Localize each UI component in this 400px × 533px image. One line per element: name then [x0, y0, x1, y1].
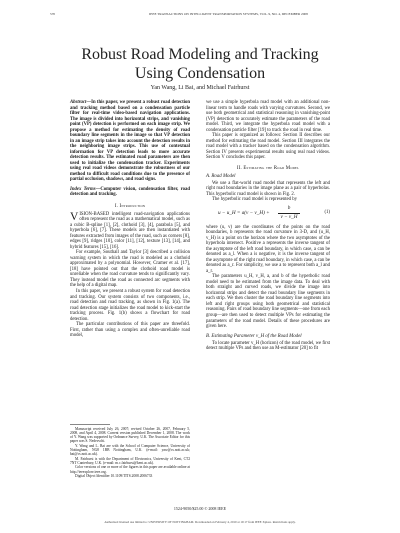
right-paragraph-1: we use a simple hyperbola road model with an additional non-linear term to handle roads with varying curvatures. Second, we use both geometrical and statistical reasoning in vanishing-point (VP) detection to accurately estimate the parameters of the road model. Third, we integrate the hyperbola road model with a condensation particle filter [19] to track the road in real time. [206, 100, 330, 133]
left-column [70, 100, 190, 339]
footnote-authors-nottingham: Y. Wang and L. Bai are with the School of Computer Science, University of Nottingham, NG8 1BB Nottingham, U.K. (e-mail: yaw@cs.nott.ac.uk; bai@cs.nott.ac.uk). [70, 443, 190, 457]
equation-numerator: b [287, 204, 291, 211]
footnotes [70, 424, 190, 478]
index-terms-label: Index Terms [70, 186, 96, 192]
right-paragraph-5: where (u, v) are the coordinates of the points on the road boundaries, b represents the road curvature in 3-D, and (u_H, v_H) is a point on the horizon where the two asymptotes of the hyperbola intersect. Positive a represents the inverse tangent of the asymptote of the left road boundary, in which case, a can be denoted as a_l. When a is negative, it is the inverse tangent of the asymptote of the right road boundary, in which case, a can be denoted as a_r. For simplicity, we use a to represent both a_l and a_r. [206, 224, 330, 274]
author-list: Yan Wang, Li Bai, and Michael Fairhurst [150, 85, 250, 91]
intro-p1-text: ISION-BASED intelligent road-navigation applications often represent the road as a mathematical model, such as a cubic B-spline [1], [2], clothoid [3], [4], parabola [5], and hyperbola [6], [7]. These models are then instantiated with features extracted from images of the road, such as corners [8], edges [9], ridges [10], color [11], [12], texture [13], [14], and hybrid features [15], [16]. [70, 211, 190, 250]
subsection-a-heading: A. Road Model [206, 173, 236, 179]
journal-header: IEEE TRANSACTIONS ON INTELLIGENT TRANSPORTATION SYSTEMS, VOL. 9, NO. 4, DECEMBER 2008 [149, 12, 308, 16]
abstract-text: —In this paper, we present a robust road detection and tracking method based on a condensation particle filter for real-time video-based navigation applications. The image is divided into horizontal strips, and vanishing point (VP) detection is performed on each image strip. We propose a method for estimating the density of road boundary line segments in the image so that VP detection in an image strip takes into account the detection results in the neighboring image strips. This use of contextual information for VP detection leads to more accurate detection results. The estimated road parameters are then used to initialize the condensation tracker. Experiments using real road videos demonstrate the robustness of our method to difficult road conditions due to the presence of partial occlusion, shadows, and road signs. [70, 100, 190, 183]
drop-cap: V [70, 210, 79, 223]
footnote-color-versions: Color versions of one or more of the figures in this paper are available online at http://ieeexplore.ieee.org. [70, 465, 190, 474]
equation-denominator: v − v_H [280, 213, 298, 220]
index-terms [70, 187, 190, 198]
right-paragraph-7: To locate parameter v_H (horizon) of the road model, we first detect multiple VPs and then use an M-estimator [20] to fit [206, 340, 330, 352]
issn-copyright: 1524-9050/$25.00 © 2008 IEEE [173, 506, 227, 511]
right-paragraph-4: The hyperbolic road model is represented by [212, 197, 297, 203]
index-terms-text: —Computer vision, condensation filter, road detection and tracking. [70, 186, 190, 198]
right-column [206, 100, 330, 352]
intro-paragraph-4: The particular contributions of this paper are threefold. First, rather than using a complex and often-unreliable road model, [70, 322, 190, 339]
subsection-b-heading: B. Estimating Parameter v_H of the Road Model [206, 333, 302, 339]
abstract-label: Abstract [70, 100, 87, 105]
footnote-doi: Digital Object Identifier 10.1109/TITS.2008.2006733 [75, 473, 153, 478]
right-paragraph-3: We use a flat-world road model that represents the left and right road boundaries in the image plane as a pair of hyperbolas. This hyperbolic road model is shown in Fig. 2. [206, 180, 330, 197]
footnote-author-kent: M. Fairhurst is with the Department of Electronics, University of Kent, CT2 7NT Canterbury, U.K. (e-mail: m.c.fairhurst@kent.ac.uk). [70, 456, 190, 465]
intro-paragraph-2: For example, Southall and Taylor [3] described a collision warning system in which the road is modeled as a clothoid approximated by a polynomial. However, Cramer et al. [17], [18] have pointed out that the clothoid road model is unreliable when the road curvature tends to significantly vary. They instead model the road as connected arc segments with the help of a digital map. [70, 250, 190, 289]
paper-title [0, 46, 400, 83]
equation-number: (1) [324, 209, 330, 215]
intro-paragraph-1 [70, 212, 190, 251]
title-line-2: Using Condensation [134, 64, 266, 82]
equation-lhs: u − u_H = a(v − v_H) + [218, 209, 270, 216]
right-paragraph-6: The parameters u_H, v_H, a, and b of the hyperbolic road model need to be estimated from the image data. To deal with both straight and curved roads, we divide the image into horizontal strips and detect the road boundary line segments in each strip. We then cluster the road boundary line segments into left and right groups using both geometrical and statistical reasoning. Pairs of road boundary line segments—one from each group—are then used to detect multiple VPs for estimating the parameters of the road model. Details of these procedures are given here. [206, 274, 330, 330]
section-2-heading: II. Estimating the Road Model [236, 165, 300, 171]
footnote-manuscript: Manuscript received July 26, 2007; revised October 26, 2007, February 5, 2008, and April 4, 2008. Current version published December 1, 2008. The work of Y. Wang was supported by Ordnance Survey, U.K. The Associate Editor for this paper was S. Nedevschi. [70, 426, 190, 444]
equation-1 [206, 205, 330, 223]
section-1-heading: I. Introduction [114, 203, 146, 209]
right-paragraph-2: This paper is organized as follows: Section II describes our method for estimating the road model. Section III integrates the road model with a tracker based on the condensation algorithm. Section IV presents experimental results using real road videos. Section V concludes this paper. [206, 133, 330, 161]
page-number: 570 [50, 12, 56, 16]
abstract [70, 100, 190, 183]
download-footer: Authorized licensed use limited to: UNIVERSITY OF NOTTINGHAM. Downloaded on February 4, 2010 at 10:17 from IEEE Xplore. Restrictions apply. [104, 520, 296, 524]
title-line-1: Robust Road Modeling and Tracking [81, 46, 319, 63]
footnote-rule [70, 424, 110, 425]
intro-paragraph-3: In this paper, we present a robust system for road detection and tracking. Our system consists of two components, i.e., road detection and road tracking, as shown in Fig. 1(a). The road detection stage initializes the road model to kick-start the tracking process. Fig. 1(b) shows a flowchart for road detection. [70, 288, 190, 322]
